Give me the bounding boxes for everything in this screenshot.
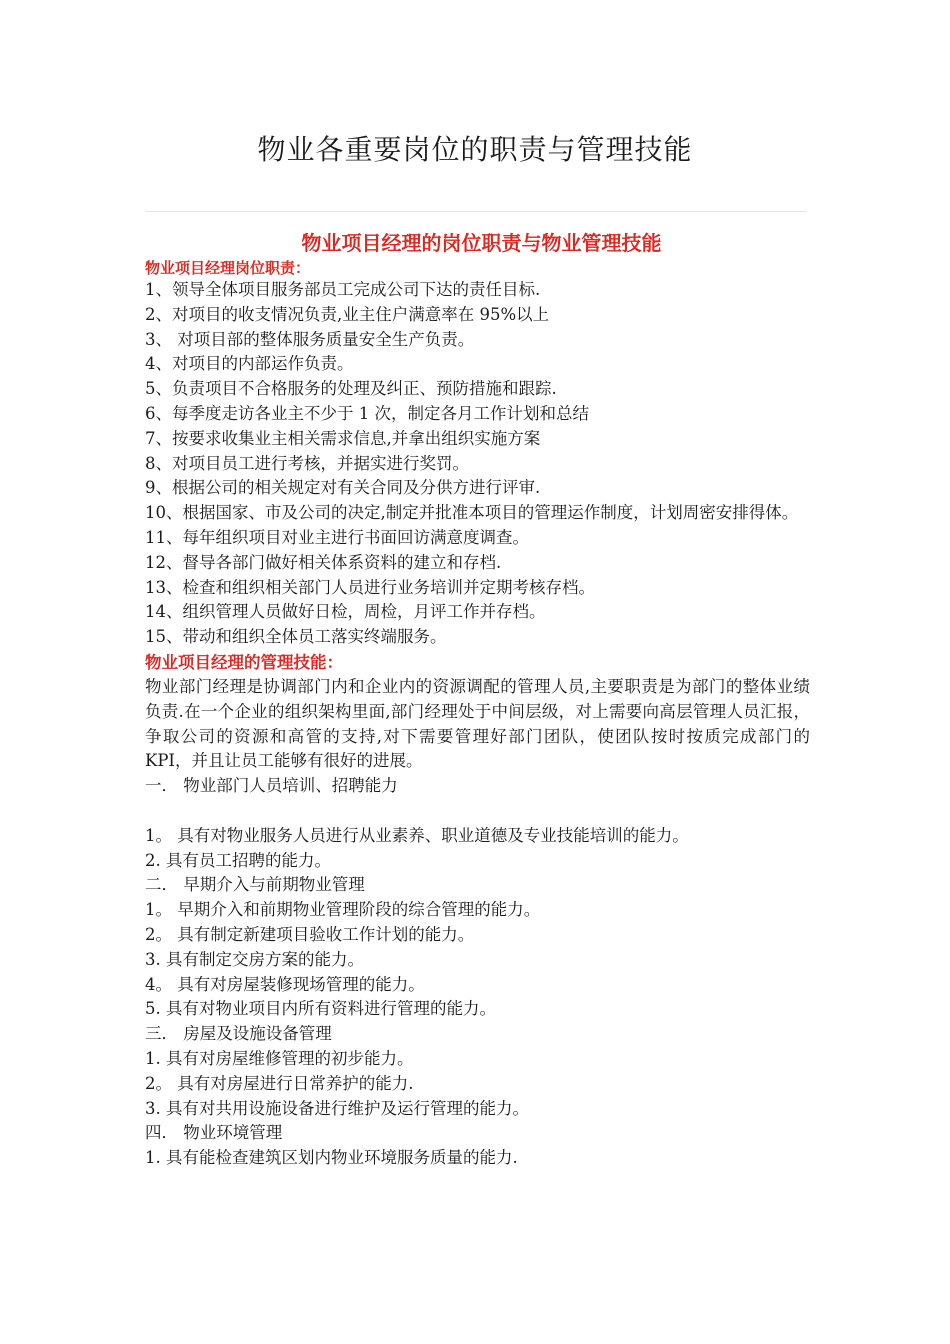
skill-item: 2。 具有对房屋进行日常养护的能力. <box>145 1073 414 1093</box>
duty-item: 2、对项目的收支情况负责,业主住户满意率在 95%以上 <box>145 304 550 324</box>
skill-heading: 四． 物业环境管理 <box>145 1123 283 1143</box>
document-body <box>145 228 810 1171</box>
duty-item: 12、督导各部门做好相关体系资料的建立和存档. <box>145 552 502 572</box>
skill-heading: 一． 物业部门人员培训、招聘能力 <box>145 776 398 796</box>
skill-item: 2. 具有员工招聘的能力。 <box>145 850 331 870</box>
duties-label: 物业项目经理岗位职责： <box>145 259 311 277</box>
skill-item: 3. 具有制定交房方案的能力。 <box>145 949 364 969</box>
duty-item: 15、带动和组织全体员工落实终端服务。 <box>145 627 447 647</box>
skill-item: 1。 早期介入和前期物业管理阶段的综合管理的能力。 <box>145 900 541 920</box>
skill-group-training <box>145 774 810 873</box>
duties-list <box>145 278 810 650</box>
skill-item: 2。 具有制定新建项目验收工作计划的能力。 <box>145 924 475 944</box>
skill-item: 3. 具有对共用设施设备进行维护及运行管理的能力。 <box>145 1098 529 1118</box>
duty-item: 10、根据国家、市及公司的决定,制定并批准本项目的管理运作制度，计划周密安排得体。 <box>145 503 799 523</box>
duty-item: 9、根据公司的相关规定对有关合同及分供方进行评审. <box>145 478 541 498</box>
duty-item: 1、领导全体项目服务部员工完成公司下达的责任目标. <box>145 280 541 299</box>
skill-item: 1. 具有对房屋维修管理的初步能力。 <box>145 1048 414 1068</box>
skills-intro: 物业部门经理是协调部门内和企业内的资源调配的管理人员,主要职责是为部门的整体业绩负责.在一个企业的组织架构里面,部门经理处于中间层级，对上需要向高层管理人员汇报，争取公司的资源和高管的支持,对下需要管理好部门团队，使团队按时按质完成部门的 KPI，并且让员工能够有很好的进展。 <box>145 676 810 771</box>
skill-item: 5. 具有对物业项目内所有资料进行管理的能力。 <box>145 999 496 1019</box>
skill-item: 4。 具有对房屋装修现场管理的能力。 <box>145 974 425 994</box>
duty-item: 6、每季度走访各业主不少于 1 次，制定各月工作计划和总结 <box>145 403 589 423</box>
duty-item: 7、按要求收集业主相关需求信息,并拿出组织实施方案 <box>145 428 541 448</box>
duty-item: 3、 对项目部的整体服务质量安全生产负责。 <box>145 329 475 349</box>
duty-item: 14、组织管理人员做好日检，周检，月评工作并存档。 <box>145 602 546 622</box>
skill-item: 1。 具有对物业服务人员进行从业素养、职业道德及专业技能培训的能力。 <box>145 825 689 845</box>
duty-item: 8、对项目员工进行考核，并据实进行奖罚。 <box>145 453 469 473</box>
skill-heading: 三． 房屋及设施设备管理 <box>145 1024 332 1044</box>
duty-item: 11、每年组织项目对业主进行书面回访满意度调查。 <box>145 527 529 547</box>
duty-item: 4、对项目的内部运作负责。 <box>145 354 354 374</box>
skill-group-facilities <box>145 1022 810 1121</box>
skill-group-environment <box>145 1121 810 1171</box>
duty-item: 5、负责项目不合格服务的处理及纠正、预防措施和跟踪. <box>145 379 557 399</box>
title-divider <box>145 211 806 212</box>
duty-item: 13、检查和组织相关部门人员进行业务培训并定期考核存档。 <box>145 577 595 597</box>
skills-label: 物业项目经理的管理技能： <box>145 652 343 672</box>
document-title: 物业各重要岗位的职责与管理技能 <box>257 133 693 166</box>
section-title: 物业项目经理的岗位职责与物业管理技能 <box>301 231 662 255</box>
skill-group-early-intervention <box>145 873 810 1022</box>
blank-line <box>145 799 810 824</box>
skill-heading: 二． 早期介入与前期物业管理 <box>145 875 365 895</box>
skill-item: 1. 具有能检查建筑区划内物业环境服务质量的能力. <box>145 1148 518 1168</box>
